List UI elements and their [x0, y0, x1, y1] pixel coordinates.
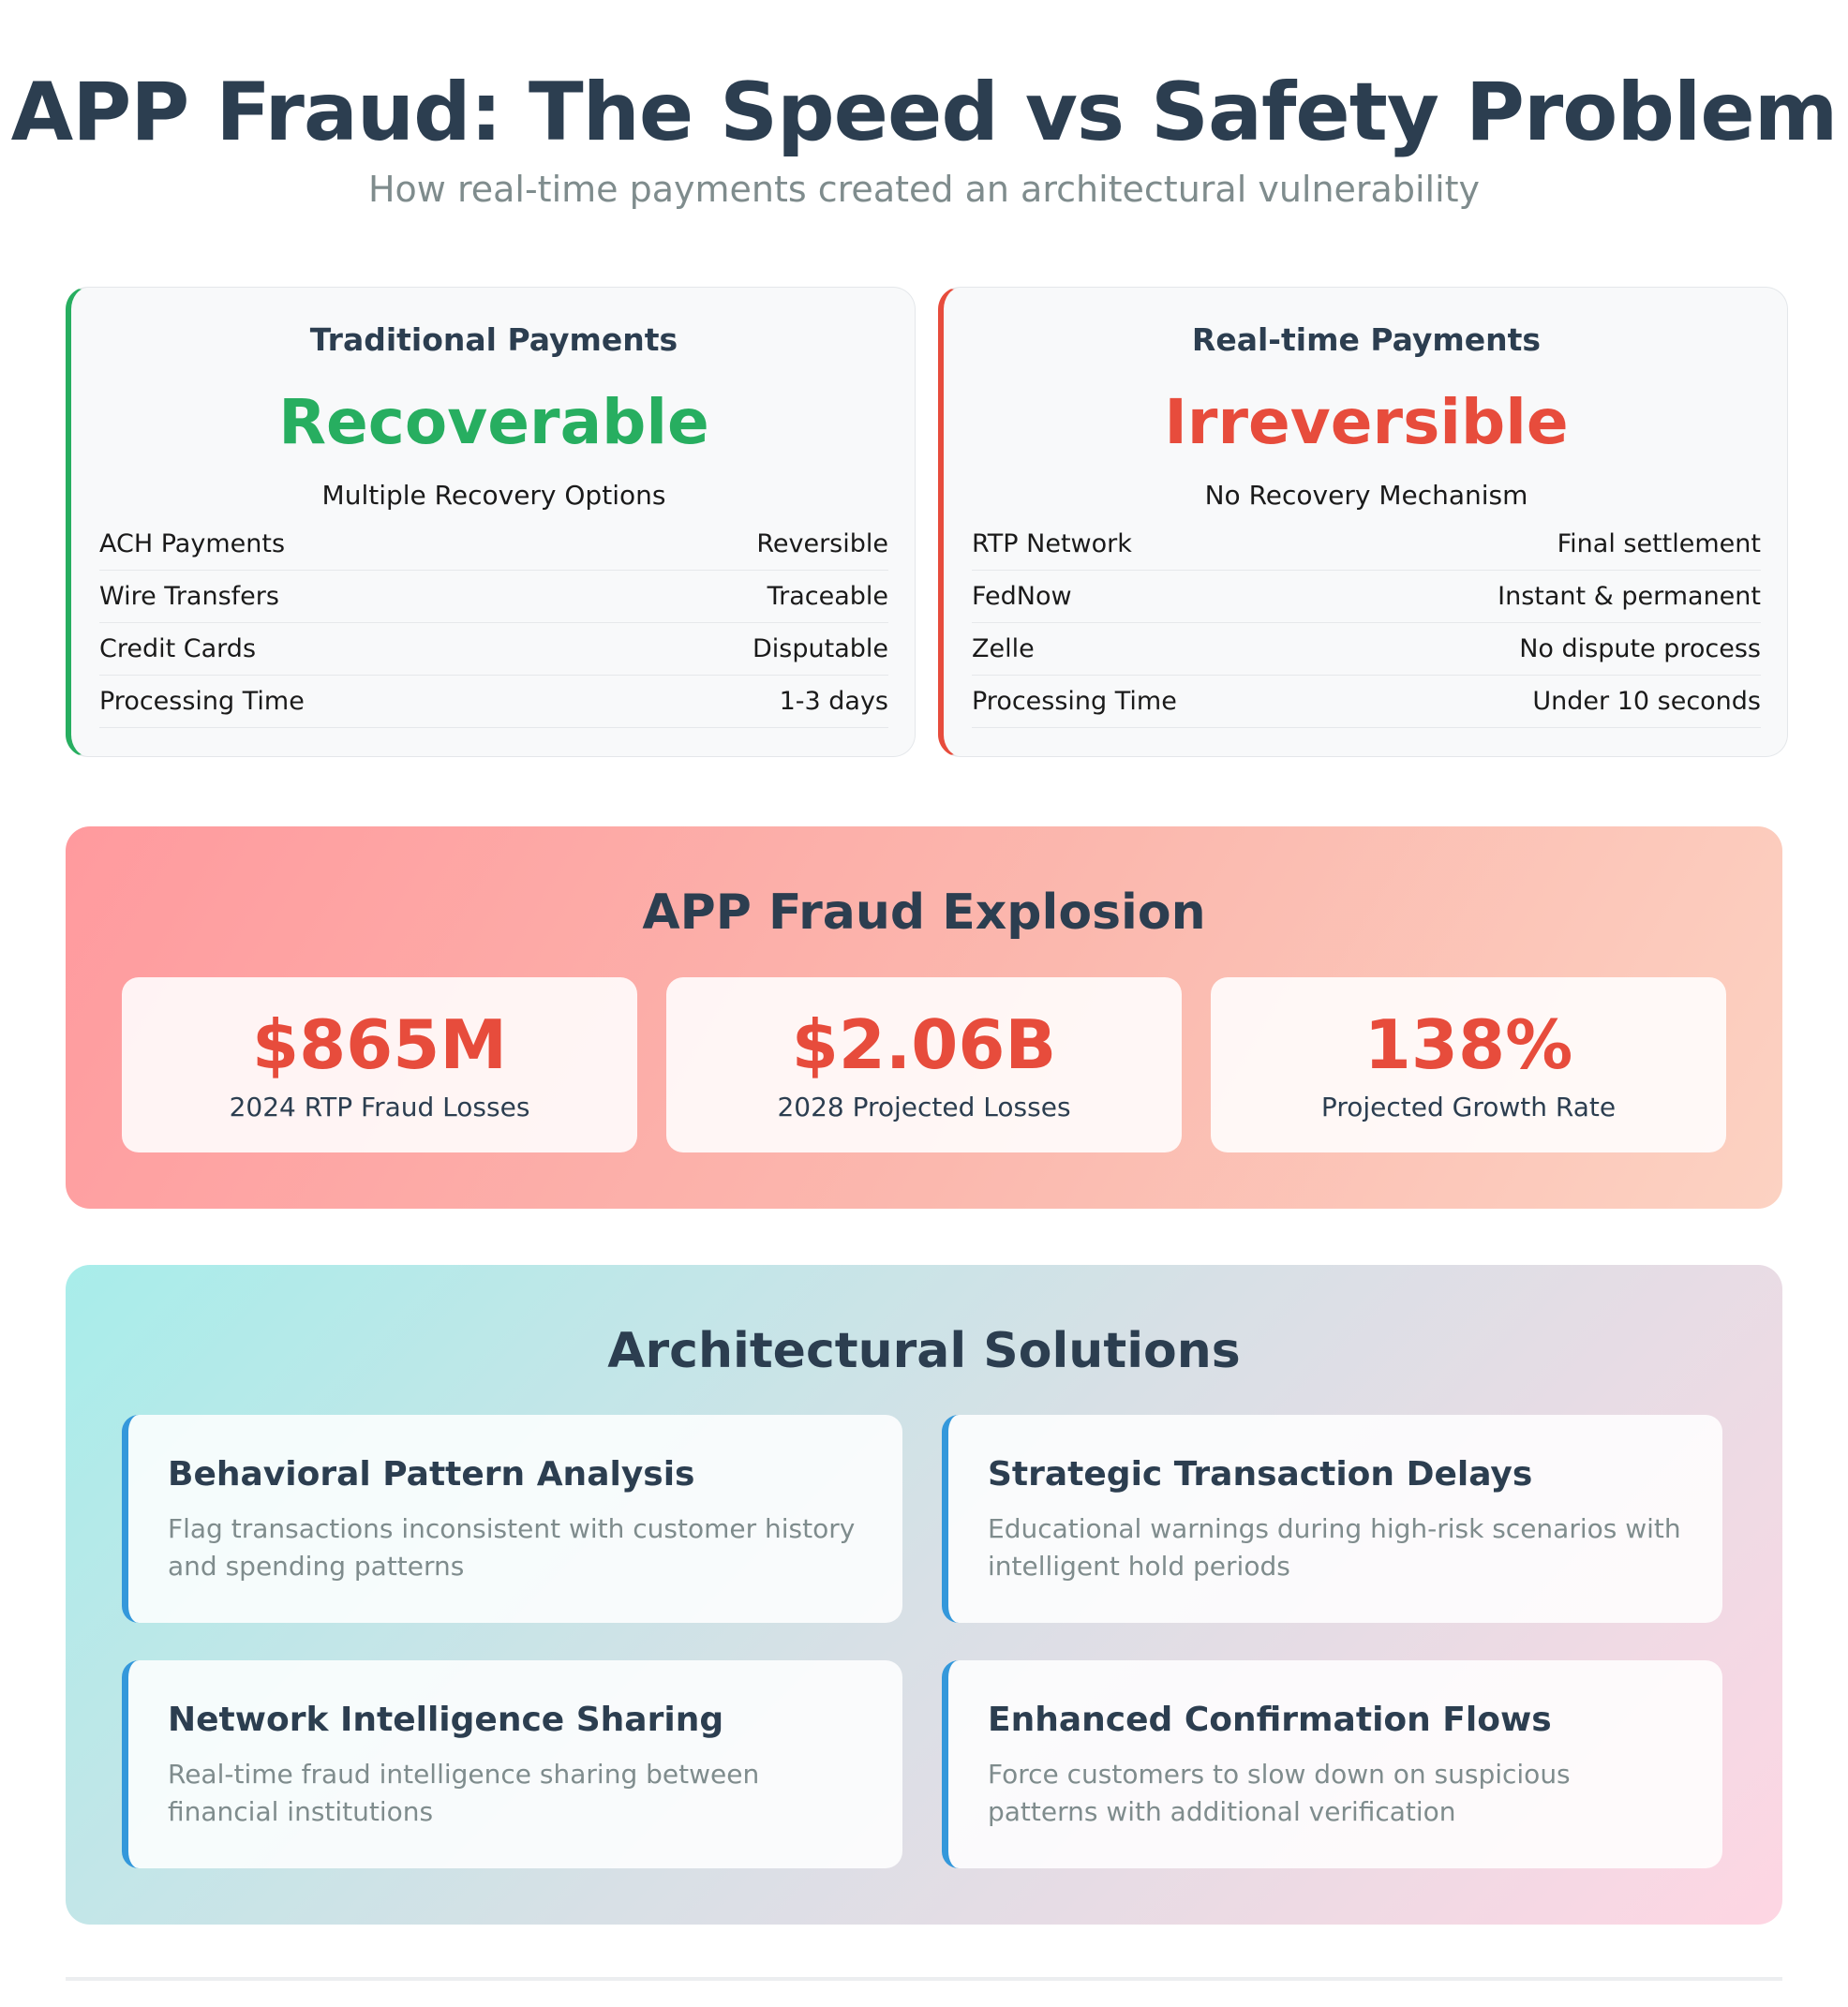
- section-title: APP Fraud Explosion: [642, 885, 1206, 941]
- card-title: Real-time Payments: [1191, 321, 1542, 358]
- card-note: Multiple Recovery Options: [321, 480, 666, 511]
- row-label: Zelle: [972, 634, 1035, 663]
- stat-card: [1211, 977, 1726, 1152]
- row-label: Processing Time: [972, 687, 1177, 716]
- comparison-row: [99, 676, 888, 728]
- stat-card: [122, 977, 637, 1152]
- comparison-row: [972, 571, 1761, 623]
- row-value: 1-3 days: [779, 687, 888, 716]
- solution-card: [122, 1660, 902, 1868]
- solution-title: Behavioral Pattern Analysis: [168, 1455, 695, 1494]
- solution-card: [122, 1415, 902, 1623]
- traditional-payments-card: [66, 287, 916, 757]
- stat-value: $865M: [251, 1005, 508, 1084]
- solution-description: Flag transactions inconsistent with customer history and spending patterns: [168, 1513, 856, 1582]
- section-title: Architectural Solutions: [607, 1323, 1241, 1379]
- stat-label: Projected Growth Rate: [1320, 1092, 1617, 1122]
- solution-description: Real-time fraud intelligence sharing between financial institutions: [168, 1759, 760, 1827]
- row-label: Wire Transfers: [99, 582, 279, 611]
- solution-title: Strategic Transaction Delays: [988, 1455, 1533, 1494]
- page-subtitle: How real-time payments created an architectural vulnerability: [367, 169, 1481, 210]
- solution-card: [942, 1415, 1722, 1623]
- stat-value: 138%: [1364, 1005, 1573, 1084]
- realtime-payments-card: [938, 287, 1788, 757]
- stat-value: $2.06B: [791, 1005, 1057, 1084]
- solution-card: [942, 1660, 1722, 1868]
- row-value: No dispute process: [1519, 634, 1761, 663]
- row-label: RTP Network: [972, 529, 1132, 558]
- row-value: Final settlement: [1557, 529, 1761, 558]
- comparison-row: [972, 676, 1761, 728]
- row-value: Traceable: [767, 582, 888, 611]
- solution-description: Educational warnings during high-risk scenarios with intelligent hold periods: [988, 1513, 1681, 1582]
- row-value: Disputable: [753, 634, 888, 663]
- comparison-rows: [972, 518, 1761, 728]
- fraud-explosion-panel: [66, 826, 1782, 1209]
- status-label: Irreversible: [1164, 386, 1569, 458]
- row-value: Under 10 seconds: [1532, 687, 1761, 716]
- architectural-solutions-panel: [66, 1265, 1782, 1925]
- row-value: Reversible: [756, 529, 888, 558]
- solution-title: Network Intelligence Sharing: [168, 1701, 724, 1739]
- row-label: Processing Time: [99, 687, 305, 716]
- stat-label: 2028 Projected Losses: [777, 1092, 1071, 1122]
- row-label: Credit Cards: [99, 634, 257, 663]
- solution-title: Enhanced Confirmation Flows: [988, 1701, 1552, 1739]
- comparison-rows: [99, 518, 888, 728]
- comparison-row: [99, 623, 888, 676]
- comparison-row: [972, 518, 1761, 571]
- comparison-row: [99, 571, 888, 623]
- comparison-row: [99, 518, 888, 571]
- bottom-divider: [66, 1977, 1782, 1981]
- row-value: Instant & permanent: [1498, 582, 1761, 611]
- status-label: Recoverable: [278, 386, 709, 458]
- solution-description: Force customers to slow down on suspicious patterns with additional verification: [988, 1759, 1571, 1827]
- stat-label: 2024 RTP Fraud Losses: [229, 1092, 530, 1122]
- comparison-row: [972, 623, 1761, 676]
- page-title: APP Fraud: The Speed vs Safety Problem: [10, 66, 1838, 159]
- row-label: ACH Payments: [99, 529, 286, 558]
- row-label: FedNow: [972, 582, 1072, 611]
- card-note: No Recovery Mechanism: [1204, 480, 1528, 511]
- stat-card: [666, 977, 1182, 1152]
- card-title: Traditional Payments: [309, 321, 678, 358]
